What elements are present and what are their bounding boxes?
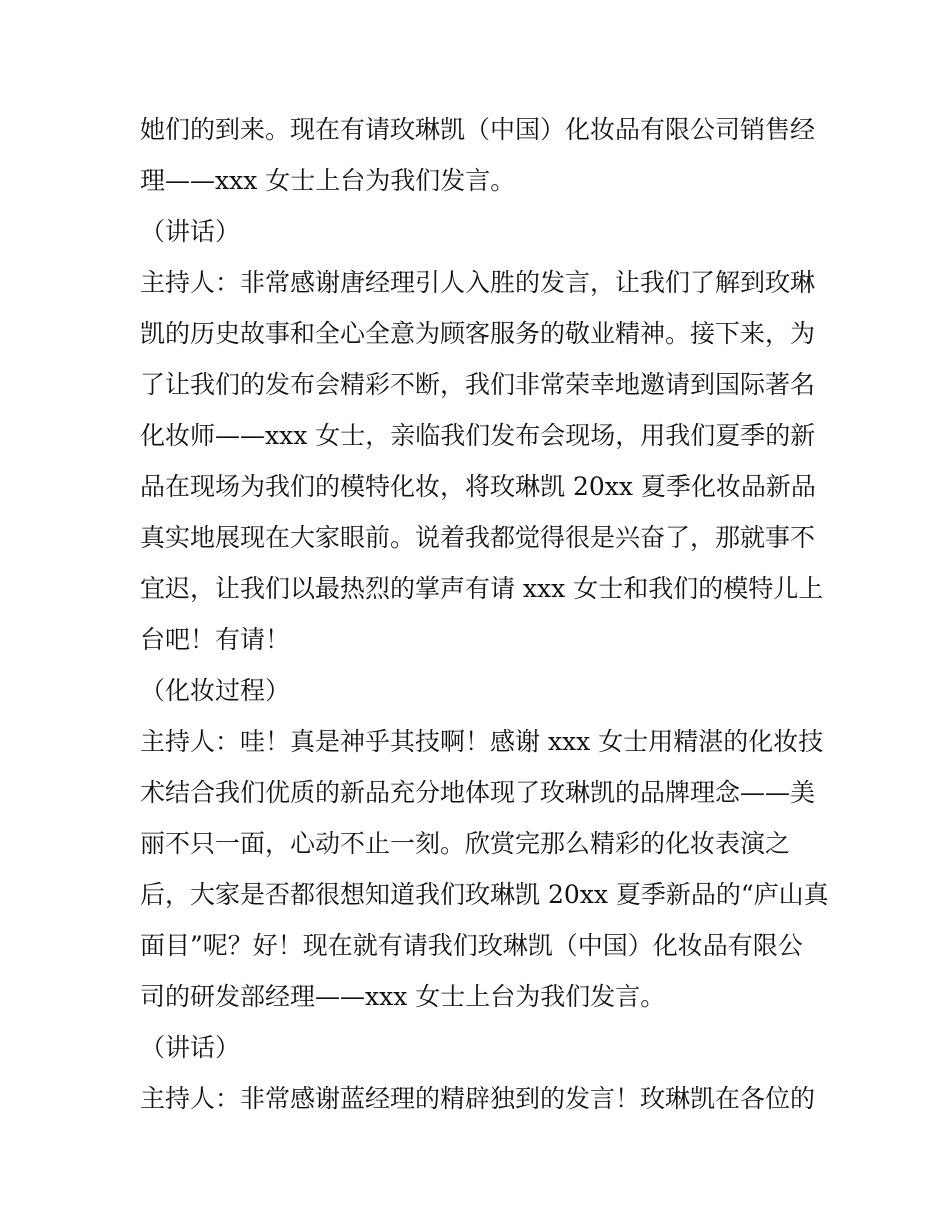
text-line: 司的研发部经理——xxx 女士上台为我们发言。 (140, 982, 666, 1011)
text-line: 宜迟，让我们以最热烈的掌声有请 xxx 女士和我们的模特儿上 (140, 574, 824, 603)
text-line: 化妆师——xxx 女士，亲临我们发布会现场，用我们夏季的新 (140, 421, 816, 450)
text-line: 丽不只一面，心动不止一刻。欣赏完那么精彩的化妆表演之 (140, 829, 791, 858)
text-line: 理——xxx 女士上台为我们发言。 (140, 166, 516, 195)
text-line: 她们的到来。现在有请玫琳凯（中国）化妆品有限公司销售经 (140, 115, 816, 144)
text-line: 真实地展现在大家眼前。说着我都觉得很是兴奋了，那就事不 (140, 523, 816, 552)
text-line: 术结合我们优质的新品充分地体现了玫琳凯的品牌理念——美 (140, 778, 816, 807)
text-line: 后，大家是否都很想知道我们玫琳凯 20xx 夏季新品的“庐山真 (140, 880, 829, 909)
text-line: （讲话） (140, 217, 241, 246)
text-line: 台吧！有请！ (140, 625, 291, 654)
document-body (140, 104, 829, 1124)
text-line: 了让我们的发布会精彩不断，我们非常荣幸地邀请到国际著名 (140, 370, 816, 399)
text-line: 凯的历史故事和全心全意为顾客服务的敬业精神。接下来，为 (140, 319, 816, 348)
text-line: 面目”呢？好！现在就有请我们玫琳凯（中国）化妆品有限公 (140, 931, 803, 960)
text-line: 主持人：非常感谢蓝经理的精辟独到的发言！玫琳凯在各位的 (140, 1084, 816, 1113)
text-line: （化妆过程） (140, 676, 291, 705)
text-line: （讲话） (140, 1033, 241, 1062)
text-line: 品在现场为我们的模特化妆，将玫琳凯 20xx 夏季化妆品新品 (140, 472, 816, 501)
text-line: 主持人：哇！真是神乎其技啊！感谢 xxx 女士用精湛的化妆技 (140, 727, 824, 756)
text-line: 主持人：非常感谢唐经理引人入胜的发言，让我们了解到玫琳 (140, 268, 816, 297)
